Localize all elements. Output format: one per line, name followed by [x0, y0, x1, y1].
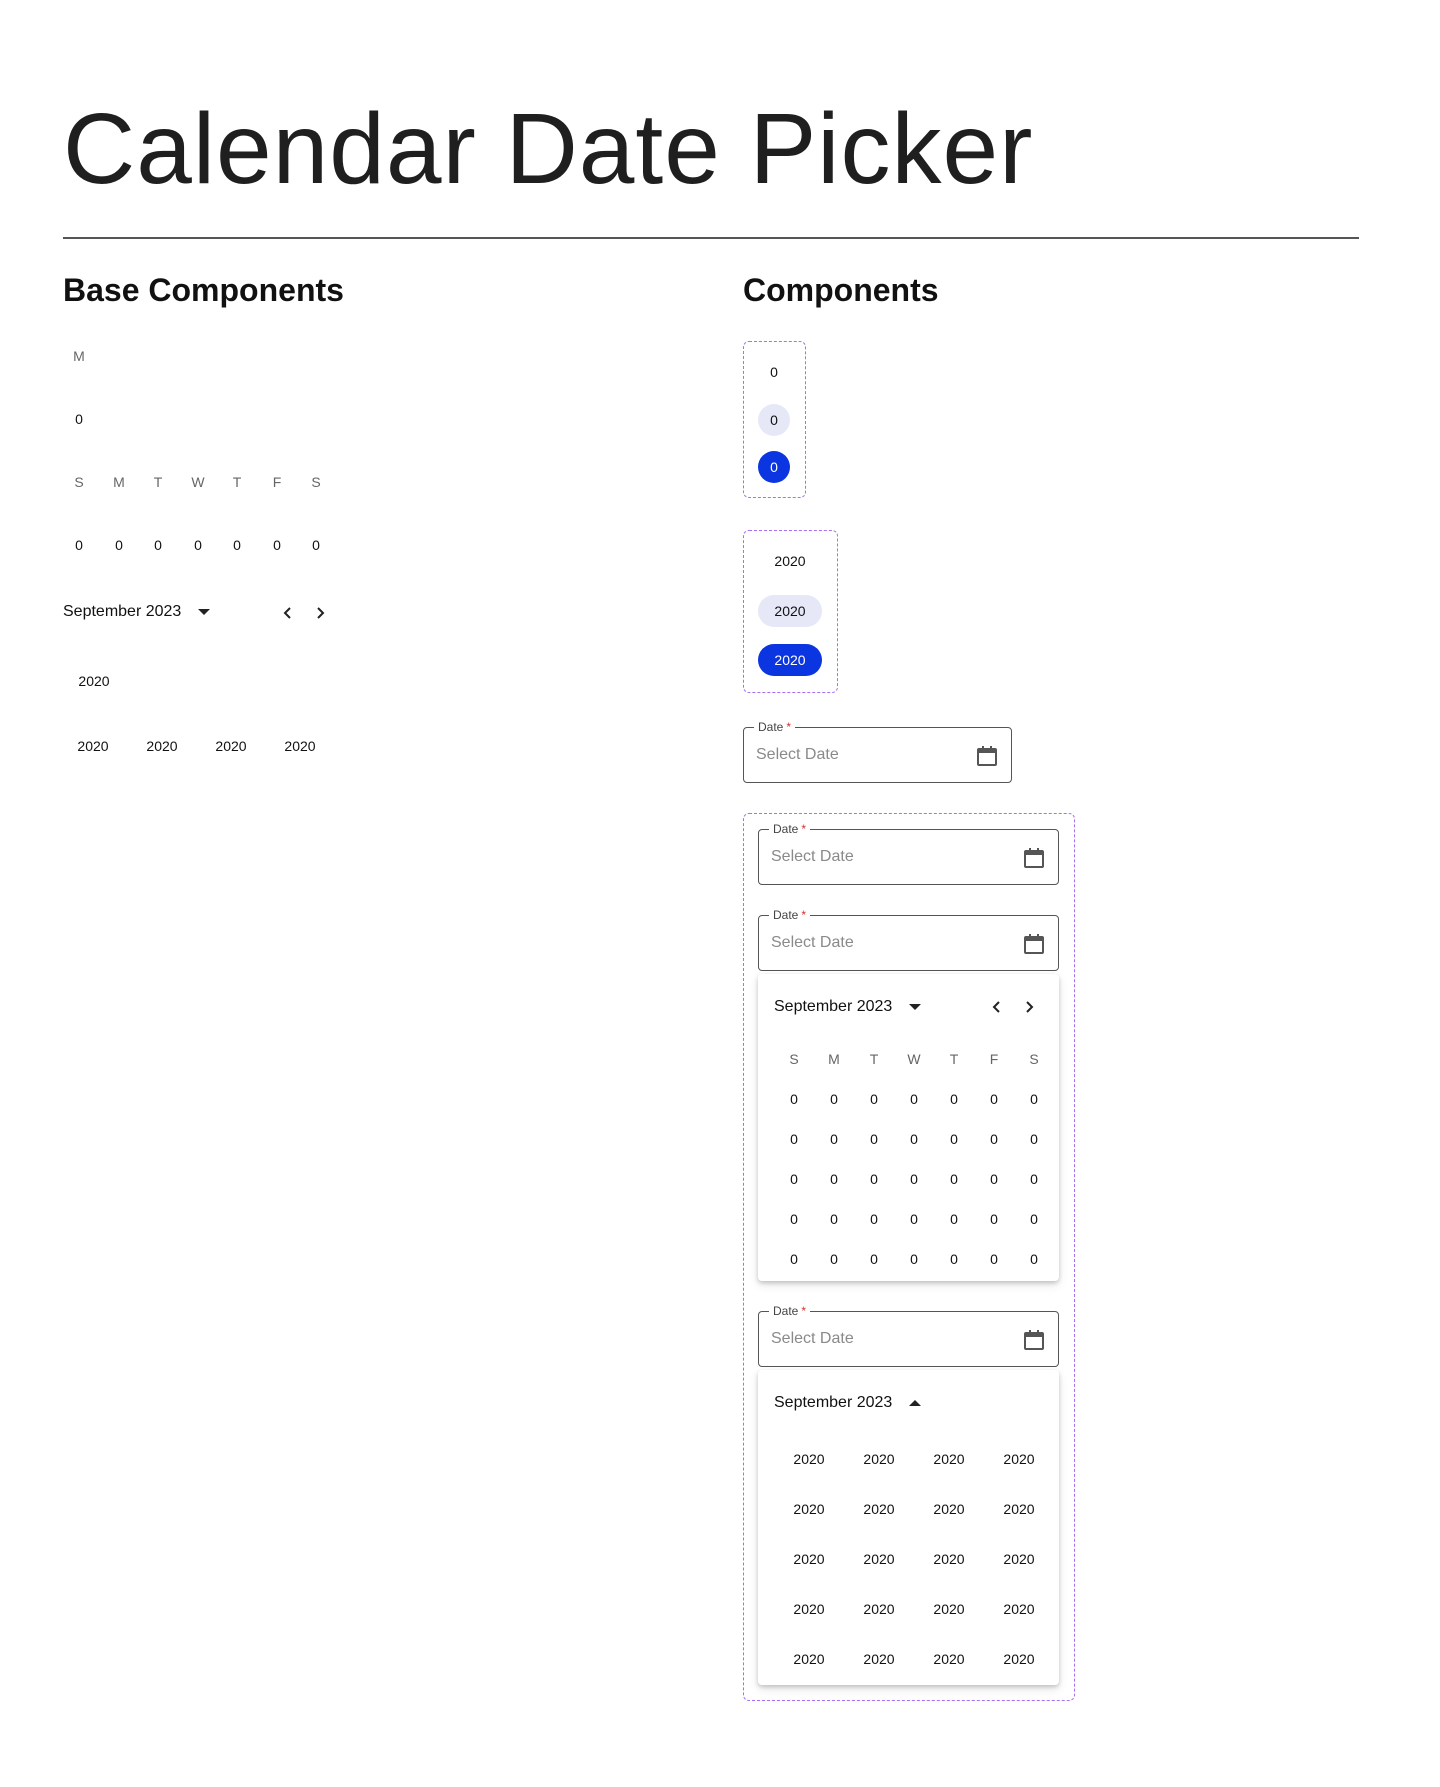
day-cell[interactable]: 0	[790, 1211, 798, 1227]
year-item[interactable]: 2020	[1003, 1551, 1035, 1567]
day-cell[interactable]: 0	[990, 1171, 998, 1187]
weekday-label: S	[311, 474, 321, 490]
day-cell[interactable]: 0	[1030, 1131, 1038, 1147]
day-cell[interactable]: 0	[870, 1211, 878, 1227]
day-cell[interactable]: 0	[950, 1251, 958, 1267]
day-states-variant-group	[743, 341, 806, 498]
date-input-placeholder: Select Date	[771, 934, 854, 951]
weekday-header-row	[774, 1039, 1054, 1079]
date-field-label: Date *	[769, 1304, 810, 1318]
day-cell[interactable]: 0	[790, 1091, 798, 1107]
date-picker-variant-group	[743, 813, 1075, 1701]
day-cell[interactable]: 0	[830, 1211, 838, 1227]
year-item[interactable]: 2020	[793, 1451, 825, 1467]
chevron-left-icon	[989, 999, 1005, 1015]
caret-down-icon	[909, 1004, 921, 1010]
year-item[interactable]: 2020	[933, 1551, 965, 1567]
year-item[interactable]: 2020	[933, 1651, 965, 1667]
year-item[interactable]: 2020	[863, 1501, 895, 1517]
weekday-label: T	[949, 1051, 959, 1067]
year-item[interactable]: 2020	[863, 1551, 895, 1567]
day-cell[interactable]: 0	[790, 1171, 798, 1187]
year-item[interactable]: 2020	[77, 738, 109, 754]
day-cell-hover[interactable]: 0	[758, 404, 790, 436]
day-cell-default[interactable]: 0	[770, 364, 778, 380]
weekday-label: M	[113, 474, 125, 490]
date-input-placeholder: Select Date	[771, 848, 854, 865]
weekday-label: W	[191, 474, 205, 490]
date-input-placeholder: Select Date	[756, 746, 839, 763]
chevron-right-icon	[312, 605, 328, 621]
month-selector[interactable]	[774, 1394, 921, 1412]
month-selector[interactable]	[63, 603, 210, 621]
year-item[interactable]: 2020	[793, 1501, 825, 1517]
day-cell[interactable]: 0	[990, 1131, 998, 1147]
weekday-label: S	[789, 1051, 799, 1067]
day-cell[interactable]: 0	[910, 1211, 918, 1227]
year-item[interactable]: 2020	[1003, 1651, 1035, 1667]
page-title: Calendar Date Picker	[63, 93, 1034, 205]
weekday-label: S	[74, 474, 84, 490]
year-item[interactable]: 2020	[933, 1451, 965, 1467]
components-heading: Components	[743, 272, 939, 308]
day-cell[interactable]: 0	[1030, 1091, 1038, 1107]
day-cell[interactable]: 0	[830, 1171, 838, 1187]
date-field[interactable]	[758, 1304, 1059, 1367]
month-selector[interactable]	[774, 998, 921, 1016]
weekday-label: F	[272, 474, 282, 490]
year-grid	[774, 1434, 1054, 1684]
year-item[interactable]: 2020	[1003, 1601, 1035, 1617]
next-month-button[interactable]	[308, 601, 332, 625]
day-cell[interactable]: 0	[1030, 1251, 1038, 1267]
date-input-placeholder: Select Date	[771, 1330, 854, 1347]
year-item[interactable]: 2020	[793, 1551, 825, 1567]
weekday-label: M	[828, 1051, 840, 1067]
day-cell[interactable]: 0	[910, 1171, 918, 1187]
calendar-popup	[758, 974, 1059, 1281]
weekday-label: T	[232, 474, 242, 490]
day-cell[interactable]: 0	[990, 1211, 998, 1227]
day-number[interactable]: 0	[273, 537, 281, 553]
day-cell[interactable]: 0	[830, 1091, 838, 1107]
month-label: September 2023	[774, 998, 893, 1015]
caret-down-icon	[198, 609, 210, 615]
day-cell[interactable]: 0	[950, 1211, 958, 1227]
year-item[interactable]: 2020	[793, 1601, 825, 1617]
year-item[interactable]: 2020	[1003, 1501, 1035, 1517]
month-label: September 2023	[63, 603, 182, 620]
chevron-right-icon	[1021, 999, 1037, 1015]
day-cell[interactable]: 0	[910, 1091, 918, 1107]
year-chip-hover[interactable]: 2020	[758, 595, 822, 627]
day-cell[interactable]: 0	[870, 1251, 878, 1267]
weekday-label: M	[73, 348, 85, 364]
year-item[interactable]: 2020	[146, 738, 178, 754]
year-item[interactable]: 2020	[863, 1451, 895, 1467]
day-cell[interactable]: 0	[910, 1251, 918, 1267]
date-field[interactable]	[758, 822, 1059, 885]
year-chip-selected[interactable]: 2020	[758, 644, 822, 676]
year-picker-popup	[758, 1370, 1059, 1685]
year-item[interactable]: 2020	[933, 1601, 965, 1617]
day-cell[interactable]: 0	[870, 1091, 878, 1107]
day-cell[interactable]: 0	[950, 1131, 958, 1147]
year-item[interactable]: 2020	[863, 1651, 895, 1667]
year-item[interactable]: 2020	[793, 1651, 825, 1667]
date-field[interactable]	[758, 908, 1059, 971]
year-item[interactable]: 2020	[215, 738, 247, 754]
next-month-button[interactable]	[1017, 995, 1041, 1019]
year-item[interactable]: 2020	[78, 673, 110, 689]
day-cell[interactable]: 0	[830, 1131, 838, 1147]
year-item[interactable]: 2020	[284, 738, 316, 754]
caret-up-icon	[909, 1400, 921, 1406]
year-item[interactable]: 2020	[1003, 1451, 1035, 1467]
day-cell[interactable]: 0	[790, 1131, 798, 1147]
date-field-label: Date *	[769, 822, 810, 836]
year-chip-default[interactable]: 2020	[774, 553, 806, 569]
weekday-label: T	[153, 474, 163, 490]
year-item[interactable]: 2020	[933, 1501, 965, 1517]
day-cell[interactable]: 0	[870, 1131, 878, 1147]
date-field-label: Date *	[754, 720, 795, 734]
calendar-icon[interactable]	[975, 744, 999, 768]
date-field-label: Date *	[769, 908, 810, 922]
weekday-label: S	[1029, 1051, 1039, 1067]
day-number[interactable]: 0	[75, 537, 83, 553]
day-number[interactable]: 0	[115, 537, 123, 553]
previous-month-button[interactable]	[985, 995, 1009, 1019]
day-cell-selected[interactable]: 0	[758, 451, 790, 483]
day-number[interactable]: 0	[233, 537, 241, 553]
day-cell[interactable]: 0	[830, 1251, 838, 1267]
calendar-icon[interactable]	[1022, 1328, 1046, 1352]
month-label: September 2023	[774, 1394, 893, 1411]
day-number[interactable]: 0	[312, 537, 320, 553]
calendar-icon[interactable]	[1022, 846, 1046, 870]
day-cell[interactable]: 0	[1030, 1211, 1038, 1227]
day-cell[interactable]: 0	[950, 1171, 958, 1187]
chevron-left-icon	[280, 605, 296, 621]
calendar-days-grid	[774, 1079, 1054, 1279]
weekday-label: T	[869, 1051, 879, 1067]
base-components-heading: Base Components	[63, 272, 344, 308]
day-number[interactable]: 0	[154, 537, 162, 553]
day-cell[interactable]: 0	[950, 1091, 958, 1107]
day-number[interactable]: 0	[194, 537, 202, 553]
weekday-label: F	[989, 1051, 999, 1067]
day-cell[interactable]: 0	[870, 1171, 878, 1187]
day-cell[interactable]: 0	[990, 1091, 998, 1107]
day-cell[interactable]: 0	[790, 1251, 798, 1267]
title-divider	[63, 237, 1359, 239]
day-cell[interactable]: 0	[990, 1251, 998, 1267]
weekday-label: W	[907, 1051, 921, 1067]
previous-month-button[interactable]	[276, 601, 300, 625]
year-states-variant-group	[743, 530, 838, 693]
day-cell[interactable]: 0	[910, 1131, 918, 1147]
year-item[interactable]: 2020	[863, 1601, 895, 1617]
calendar-icon[interactable]	[1022, 932, 1046, 956]
day-cell[interactable]: 0	[1030, 1171, 1038, 1187]
day-number[interactable]: 0	[75, 411, 83, 427]
date-field[interactable]	[743, 720, 1012, 783]
